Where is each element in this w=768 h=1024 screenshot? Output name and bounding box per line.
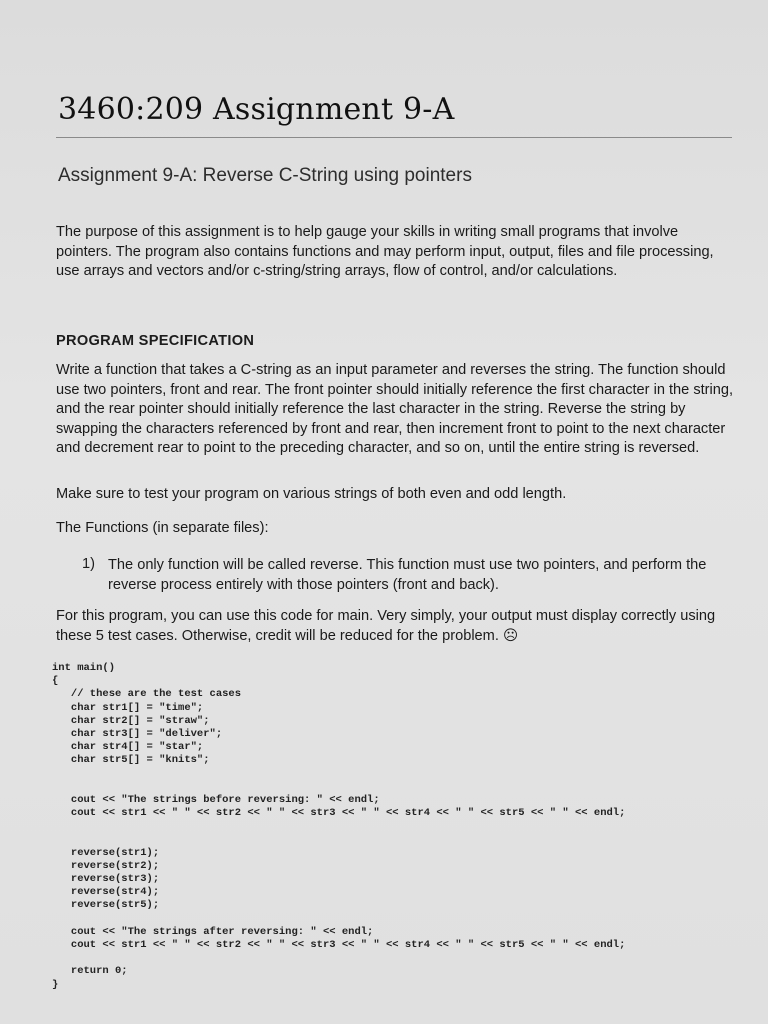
code-line: int main() bbox=[52, 662, 116, 674]
code-line: { bbox=[52, 675, 59, 688]
code-line: char str3[] = "deliver"; bbox=[52, 727, 223, 740]
code-line: char str2[] = "straw"; bbox=[52, 714, 210, 727]
title-divider bbox=[56, 137, 732, 138]
code-line: char str5[] = "knits"; bbox=[52, 754, 210, 767]
test-note: Make sure to test your program on various strings of both even and odd length. bbox=[56, 486, 567, 502]
code-block bbox=[52, 662, 752, 992]
functions-heading: The Functions (in separate files): bbox=[56, 520, 269, 536]
code-line: cout << "The strings after reversing: " << endl; bbox=[52, 925, 374, 938]
code-line: // these are the test cases bbox=[52, 688, 242, 701]
code-line: reverse(str1); bbox=[52, 846, 160, 859]
code-line: cout << "The strings before reversing: " << endl; bbox=[52, 793, 380, 806]
code-line: reverse(str5); bbox=[52, 899, 160, 912]
code-line: char str4[] = "star"; bbox=[52, 741, 204, 754]
list-item-text: The only function will be called reverse. This function must use two pointers, and perform the reverse process entirely with those pointers (front and back). bbox=[108, 557, 707, 593]
list-item-number: 1) bbox=[82, 556, 95, 572]
intro-paragraph: The purpose of this assignment is to help gauge your skills in writing small programs that involve pointers. The program also contains functions and may perform input, output, files and file processing, use arrays and vectors and/or c-string/string arrays, flow of control, and/or calculations. bbox=[56, 224, 714, 279]
code-line: cout << str1 << " " << str2 << " " << str3 << " " << str4 << " " << str5 << " " << endl; bbox=[52, 938, 626, 951]
spec-paragraph: Write a function that takes a C-string as an input parameter and reverses the string. The function should use two pointers, front and rear. The front pointer should initially reference the first character in the string, and the rear pointer should initially reference the last character in the string. Reverse the string by swapping the characters referenced by front and rear, then increment front to point to the next character and decrement rear to point to the preceding character, and so on, until the entire string is reversed. bbox=[56, 362, 734, 456]
main-note: For this program, you can use this code for main. Very simply, your output must display correctly using these 5 test cases. Otherwise, credit will be reduced for the problem. ☹ bbox=[56, 608, 716, 644]
spec-heading: PROGRAM SPECIFICATION bbox=[56, 333, 255, 349]
code-line: } bbox=[52, 978, 59, 991]
document-title: 3460:209 Assignment 9-A bbox=[58, 92, 455, 127]
code-line: reverse(str2); bbox=[52, 859, 160, 872]
code-line: cout << str1 << " " << str2 << " " << str3 << " " << str4 << " " << str5 << " " << endl; bbox=[52, 807, 626, 820]
code-line: reverse(str3); bbox=[52, 873, 160, 885]
code-line: reverse(str4); bbox=[52, 886, 160, 899]
assignment-subtitle: Assignment 9-A: Reverse C-String using pointers bbox=[58, 165, 472, 186]
code-line: char str1[] = "time"; bbox=[52, 701, 204, 714]
code-line: return 0; bbox=[52, 965, 128, 978]
